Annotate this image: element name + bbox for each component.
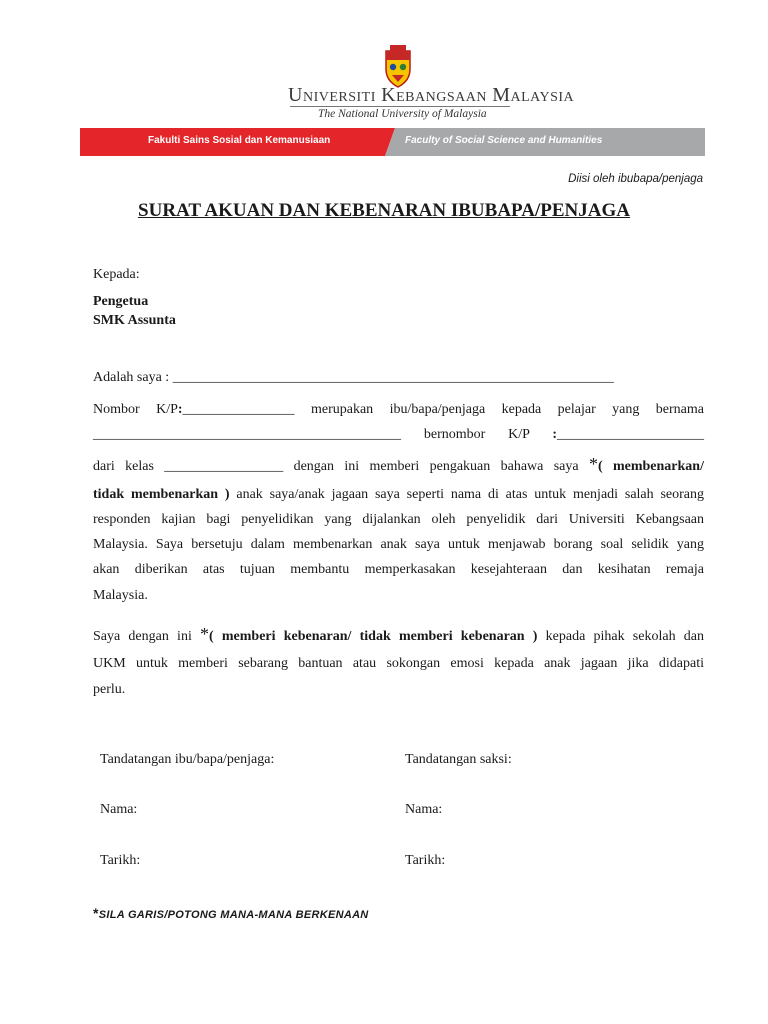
paragraph-2-line-3: perlu. xyxy=(93,682,126,697)
witness-date-label: Tarikh: xyxy=(405,853,446,868)
header-divider xyxy=(290,106,510,107)
recipient-school: SMK Assunta xyxy=(93,313,176,328)
univ-initial-m: M xyxy=(492,84,511,106)
faculty-name-english: Faculty of Social Science and Humanities xyxy=(405,135,603,146)
signature-parent-label: Tandatangan ibu/bapa/penjaga: xyxy=(100,752,275,767)
option-membenarkan: ( membenarkan/ xyxy=(597,459,704,474)
paragraph-2-line-1 xyxy=(93,624,704,645)
univ-word-3: ALAYSIA xyxy=(510,90,575,105)
line-bernombor xyxy=(93,427,704,443)
paragraph-1-line-2: responden kajian bagi penyelidikan yang dijalankan oleh penyelidik dari Universiti Kebangsaan xyxy=(93,512,704,527)
to-label: Kepada: xyxy=(93,267,140,282)
asterisk-1: * xyxy=(588,454,598,474)
univ-initial-k: K xyxy=(381,84,397,106)
bernombor-text: ____________________________________________ bernombor K/P xyxy=(93,427,553,442)
university-tagline: The National University of Malaysia xyxy=(318,108,487,120)
nombor-colon: : xyxy=(177,402,183,417)
parent-name-label: Nama: xyxy=(100,802,138,817)
line-adalah-saya: Adalah saya : _______________________________________________________________ xyxy=(93,370,614,385)
p1-line-1-text: anak saya/anak jagaan saya seperti nama di atas untuk menjadi salah seorang xyxy=(229,487,704,502)
paragraph-2-line-2: UKM untuk memberi sebarang bantuan atau sokongan emosi kepada anak jagaan jika didapati xyxy=(93,656,704,671)
footnote xyxy=(93,905,369,921)
footnote-text: SILA GARIS/POTONG MANA-MANA BERKENAAN xyxy=(98,909,369,921)
faculty-name-malay: Fakulti Sains Sosial dan Kemanusiaan xyxy=(148,135,331,146)
kelas-text: dari kelas _________________ dengan ini memberi pengakuan bahawa saya xyxy=(93,459,589,474)
bernombor-colon: : xyxy=(552,427,557,442)
univ-initial-u: U xyxy=(288,84,303,106)
paragraph-1-line-5: Malaysia. xyxy=(93,588,148,603)
filled-by-note: Diisi oleh ibubapa/penjaga xyxy=(568,173,703,185)
document-title: SURAT AKUAN DAN KEBENARAN IBUBAPA/PENJAGA xyxy=(138,200,630,221)
asterisk-2: * xyxy=(200,624,210,644)
footnote-asterisk: * xyxy=(93,905,99,921)
line-nombor-kp xyxy=(93,402,704,418)
option-tidak-membenarkan: tidak membenarkan ) xyxy=(93,487,230,502)
p2-line-1-start: Saya dengan ini xyxy=(93,629,201,644)
nombor-rest: ________________ merupakan ibu/bapa/penjaga kepada pelajar yang bernama xyxy=(182,402,705,417)
option-memberi-kebenaran: ( memberi kebenaran/ tidak memberi kebenaran ) xyxy=(209,629,538,644)
recipient-title: Pengetua xyxy=(93,294,149,309)
paragraph-1-line-1 xyxy=(93,487,704,503)
university-name xyxy=(288,84,575,107)
nombor-label: Nombor K/P xyxy=(93,402,178,417)
paragraph-1-line-3: Malaysia. Saya bersetuju dalam membenarkan anak saya untuk menjawab borang soal selidik yang xyxy=(93,537,704,552)
univ-word-1: NIVERSITI xyxy=(302,90,376,105)
signature-witness-label: Tandatangan saksi: xyxy=(405,752,512,767)
p2-line-1-end: kepada pihak sekolah dan xyxy=(537,629,704,644)
line-kelas xyxy=(93,454,704,475)
ukm-crest-logo xyxy=(378,45,418,89)
parent-date-label: Tarikh: xyxy=(100,853,141,868)
bernombor-blank: _____________________ xyxy=(557,427,704,442)
univ-word-2: EBANGSAAN xyxy=(396,90,487,105)
witness-name-label: Nama: xyxy=(405,802,443,817)
paragraph-1-line-4: akan diberikan atas tujuan membantu memperkasakan kesejahteraan dan kesihatan remaja xyxy=(93,562,704,577)
